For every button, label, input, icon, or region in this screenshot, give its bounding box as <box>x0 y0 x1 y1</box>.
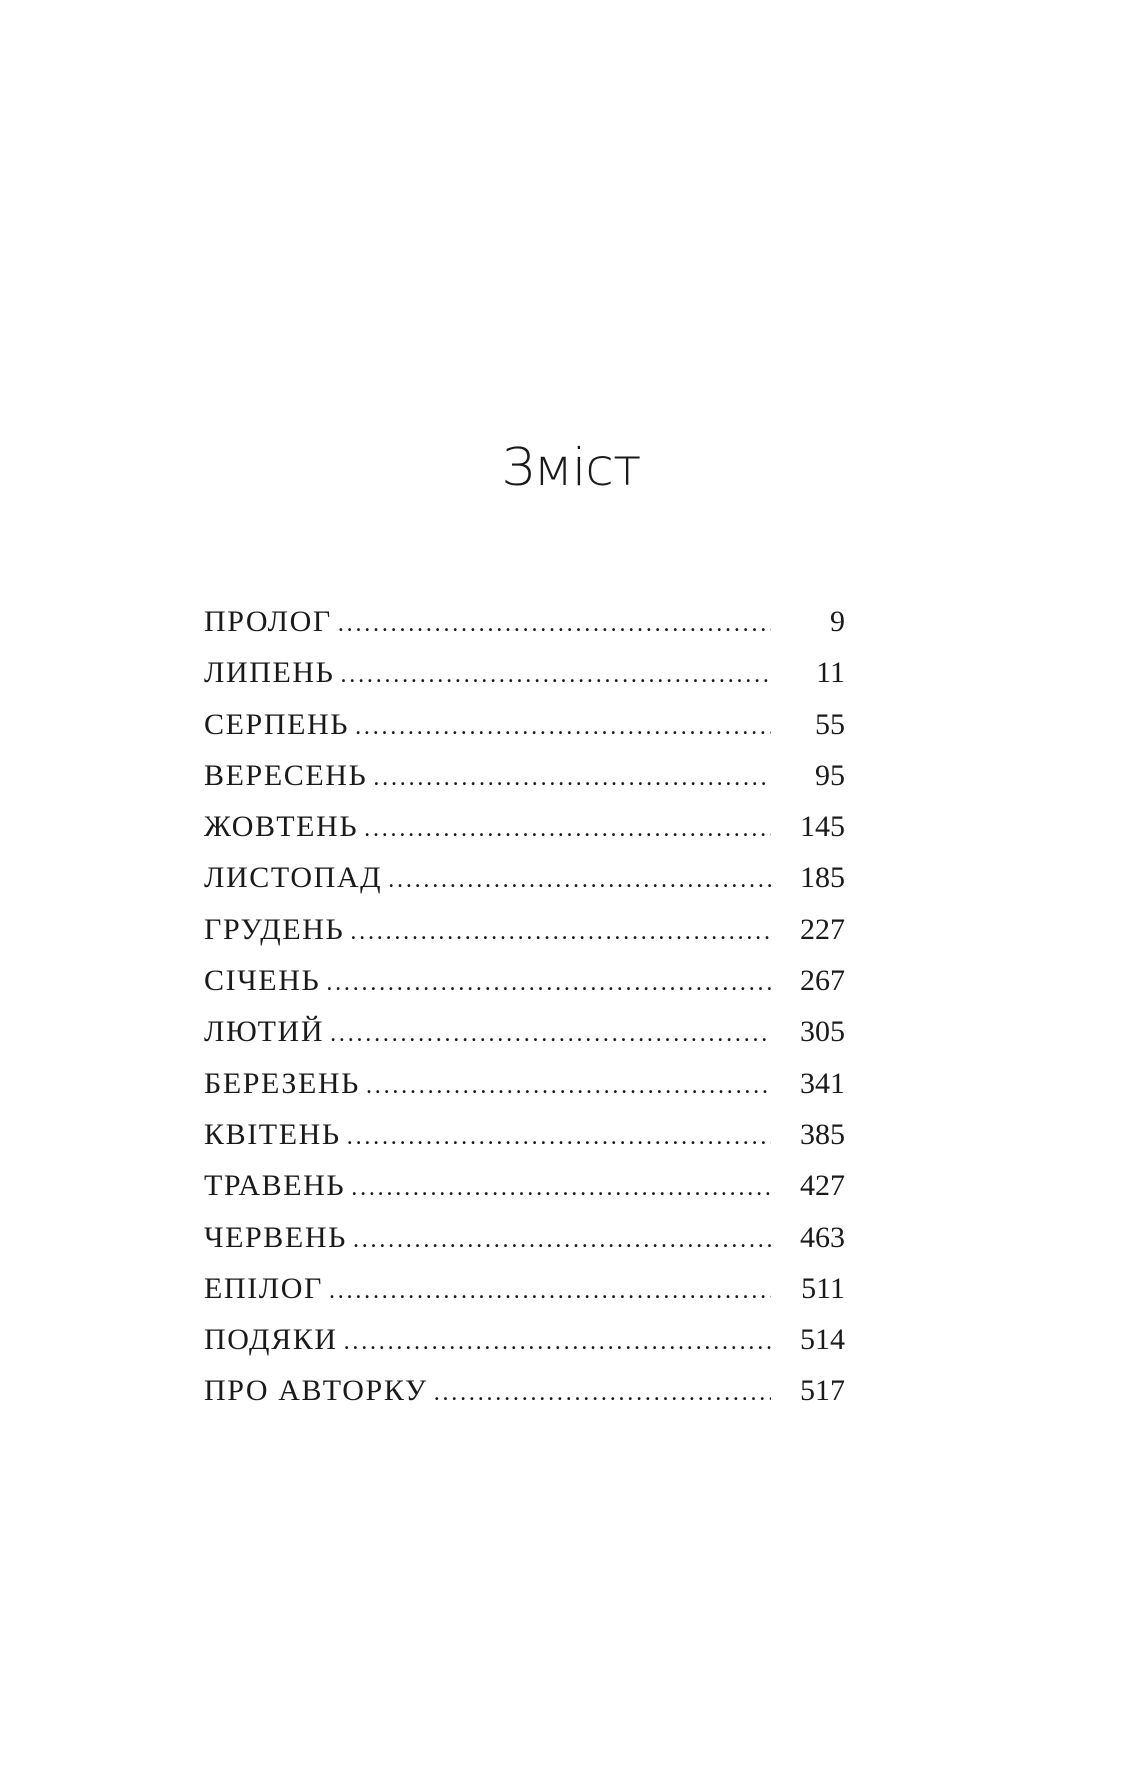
dot-leader <box>353 1215 771 1266</box>
page-title: Зміст <box>501 438 641 498</box>
toc-entry-august <box>204 699 845 750</box>
dot-leader <box>326 958 771 1009</box>
toc-entry-label: БЕРЕЗЕНЬ <box>204 1066 360 1100</box>
toc-entry-label: ЛИСТОПАД <box>204 861 383 895</box>
dot-leader <box>347 1112 771 1163</box>
dot-leader <box>388 855 771 906</box>
dot-leader <box>344 1317 771 1368</box>
toc-entry-may <box>204 1160 845 1211</box>
toc-entry-page-number: 427 <box>800 1169 845 1203</box>
toc-entry-label: ТРАВЕНЬ <box>204 1169 346 1203</box>
toc-entry-label: СЕРПЕНЬ <box>204 707 350 741</box>
toc-entry-page-number: 385 <box>800 1117 845 1151</box>
toc-entry-february <box>204 1006 845 1057</box>
toc-entry-about-author <box>204 1365 845 1416</box>
toc-entry-label: ВЕРЕСЕНЬ <box>204 758 368 792</box>
toc-entry-epilogue <box>204 1263 845 1314</box>
toc-entry-label: ГРУДЕНЬ <box>204 912 345 946</box>
dot-leader <box>373 753 771 804</box>
toc-entry-september <box>204 750 845 801</box>
toc-entry-january <box>204 955 845 1006</box>
toc-entry-page-number: 514 <box>800 1323 845 1357</box>
toc-entry-label: ПРО АВТОРКУ <box>204 1374 428 1408</box>
toc-entry-label: КВІТЕНЬ <box>204 1117 341 1151</box>
toc-entry-december <box>204 904 845 955</box>
toc-entry-label: ЛИПЕНЬ <box>204 656 335 690</box>
toc-entry-march <box>204 1058 845 1109</box>
toc-entry-page-number: 11 <box>816 656 845 690</box>
toc-entry-page-number: 9 <box>830 605 845 638</box>
toc-entry-label: СІЧЕНЬ <box>204 964 321 998</box>
toc-entry-label: ЕПІЛОГ <box>204 1271 323 1305</box>
toc-entry-july <box>204 647 845 698</box>
toc-entry-june <box>204 1212 845 1263</box>
dot-leader <box>364 804 771 855</box>
toc-entry-page-number: 227 <box>800 912 845 946</box>
toc-entry-page-number: 517 <box>800 1374 845 1408</box>
toc-entry-label: ПРОЛОГ <box>204 605 332 638</box>
toc-entry-prologue <box>204 596 845 647</box>
toc-entry-page-number: 145 <box>800 810 845 844</box>
toc-entry-april <box>204 1109 845 1160</box>
toc-entry-label: ПОДЯКИ <box>204 1323 338 1357</box>
toc-entry-page-number: 267 <box>800 964 845 998</box>
toc-entry-acknowledgements <box>204 1314 845 1365</box>
dot-leader <box>329 1266 771 1317</box>
toc-entry-page-number: 55 <box>815 707 845 741</box>
toc-entry-page-number: 511 <box>801 1271 845 1305</box>
toc-entry-page-number: 185 <box>800 861 845 895</box>
dot-leader <box>366 1061 771 1112</box>
toc-entry-page-number: 463 <box>800 1220 845 1254</box>
table-of-contents <box>204 596 845 1417</box>
toc-entry-page-number: 305 <box>800 1015 845 1049</box>
dot-leader <box>330 1009 771 1060</box>
toc-entry-page-number: 95 <box>815 758 845 792</box>
dot-leader <box>355 702 771 753</box>
toc-entry-label: ЖОВТЕНЬ <box>204 810 359 844</box>
dot-leader <box>338 599 771 650</box>
toc-entry-november <box>204 852 845 903</box>
dot-leader <box>350 907 771 958</box>
toc-entry-october <box>204 801 845 852</box>
toc-entry-page-number: 341 <box>800 1066 845 1100</box>
toc-entry-label: ЧЕРВЕНЬ <box>204 1220 347 1254</box>
dot-leader <box>351 1163 771 1214</box>
dot-leader <box>341 650 772 701</box>
dot-leader <box>434 1368 771 1419</box>
toc-entry-label: ЛЮТИЙ <box>204 1015 325 1049</box>
